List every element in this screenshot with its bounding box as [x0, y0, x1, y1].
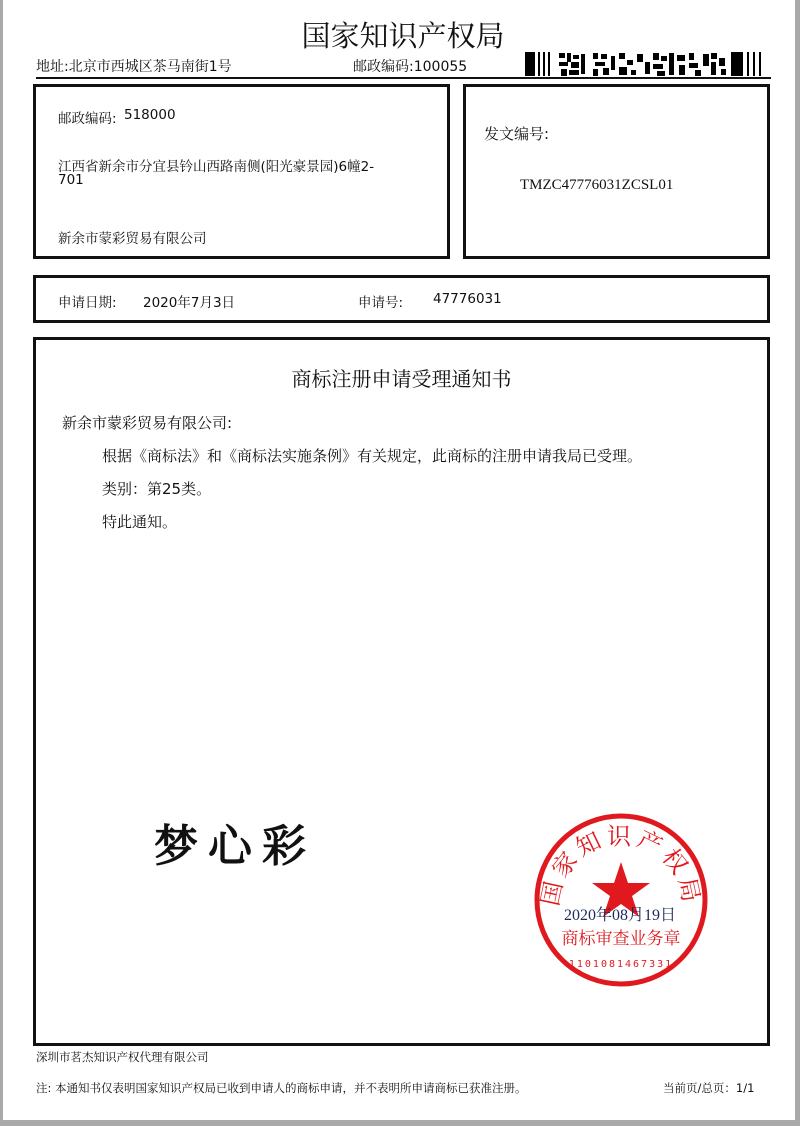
application-info-box [33, 275, 770, 323]
recipient-company: 新余市蒙彩贸易有限公司 [58, 231, 207, 247]
document-number-value: TMZC47776031ZCSL01 [520, 177, 674, 193]
notice-closing: 特此通知。 [102, 513, 178, 531]
footer-note: 注: 本通知书仅表明国家知识产权局已收到申请人的商标申请，并不表明所申请商标已获准注册。 [36, 1081, 527, 1095]
document-number-box [463, 84, 770, 259]
notice-category: 类别：第25类。 [102, 480, 212, 498]
notice-paragraph: 根据《商标法》和《商标法实施条例》有关规定，此商标的注册申请我局已受理。 [102, 447, 643, 465]
agency-name: 深圳市茗杰知识产权代理有限公司 [36, 1050, 209, 1064]
recipient-postal-label: 邮政编码: [58, 111, 117, 127]
document-page [3, 0, 795, 1120]
document-number-label: 发文编号: [484, 125, 550, 143]
office-name-heading: 国家知识产权局 [301, 19, 505, 53]
svg-text:1101081467331: 1101081467331 [568, 959, 674, 970]
official-seal-icon [531, 810, 711, 990]
svg-text:国家知识产权局: 国家知识产权局 [535, 822, 707, 909]
page-indicator: 当前页/总页：1/1 [663, 1081, 755, 1095]
notice-box [33, 337, 770, 1046]
office-address: 地址:北京市西城区茶马南街1号 [36, 59, 232, 75]
recipient-address-line1: 江西省新余市分宜县钤山西路南侧(阳光豪景园)6幢2- [58, 159, 375, 175]
recipient-address-line2: 701 [58, 172, 84, 188]
application-number-value: 47776031 [433, 291, 502, 307]
application-date-value: 2020年7月3日 [143, 295, 236, 311]
recipient-box [33, 84, 450, 259]
application-number-label: 申请号: [358, 295, 404, 311]
seal-date: 2020年08月19日 [564, 907, 677, 924]
header-divider [36, 77, 771, 79]
trademark-text: 梦心彩 [154, 821, 316, 872]
svg-text:商标审查业务章: 商标审查业务章 [561, 929, 681, 949]
notice-title: 商标注册申请受理通知书 [291, 367, 512, 391]
barcode-icon [523, 50, 773, 78]
office-postal-code: 邮政编码:100055 [353, 59, 468, 75]
recipient-postal-value: 518000 [124, 107, 176, 123]
notice-addressee: 新余市蒙彩贸易有限公司: [62, 414, 233, 432]
application-date-label: 申请日期: [58, 295, 117, 311]
